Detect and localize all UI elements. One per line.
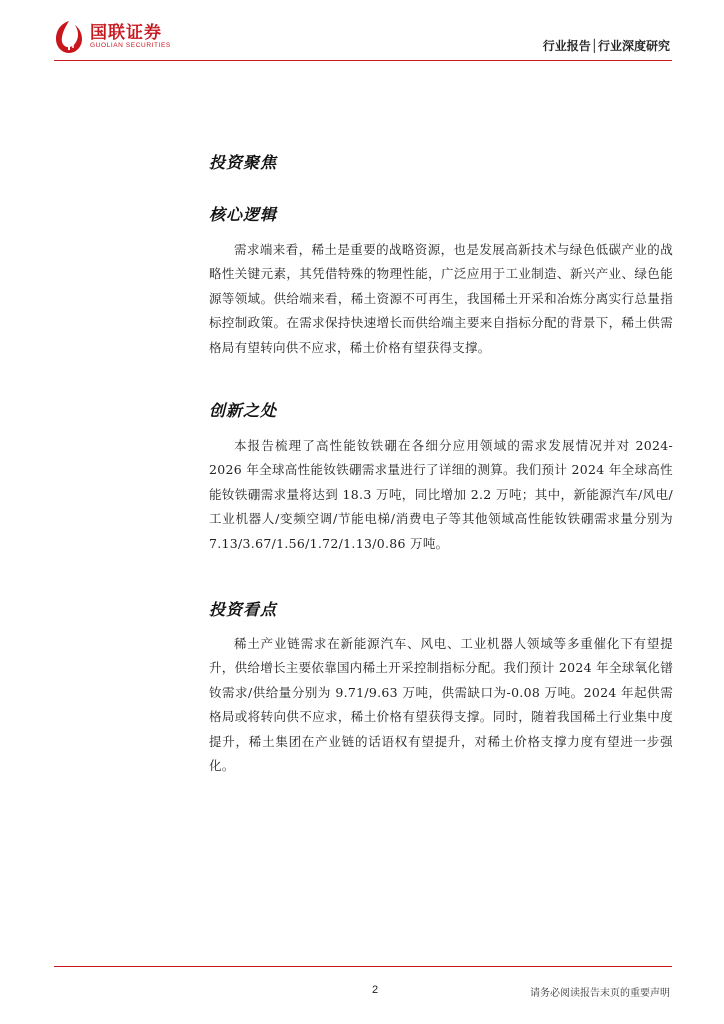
innovation-paragraph: 本报告梳理了高性能钕铁硼在各细分应用领域的需求发展情况并对 2024-2026 年全球高性能钕铁硼需求量进行了详细的测算。我们预计 2024 年全球高性能钕铁硼需求量将达到 18.3 万吨，同比增加 2.2 万吨；其中，新能源汽车/风电/工业机器人/变频空调/节能电梯/消费电子等其他领域高性能钕铁硼需求量分别为 7.13/3.67/1.56/1.72/1.13/0.86 万吨。: [209, 438, 673, 551]
section-title-core-logic: 核心逻辑: [209, 205, 278, 224]
footer-disclaimer: 请务必阅读报告末页的重要声明: [530, 988, 670, 999]
logo-chinese-name: 国联证券: [90, 23, 162, 43]
section-title-highlights: 投资看点: [209, 600, 278, 619]
core-logic-paragraph: 需求端来看，稀土是重要的战略资源，也是发展高新技术与绿色低碳产业的战略性关键元素，其凭借特殊的物理性能，广泛应用于工业制造、新兴产业、绿色能源等领域。供给端来看，稀土资源不可再生，我国稀土开采和冶炼分离实行总量指标控制政策。在需求保持快速增长而供给端主要来自指标分配的背景下，稀土供需格局有望转向供不应求，稀土价格有望获得支撑。: [209, 242, 673, 355]
logo-english-name: GUOLIAN SECURITIES: [90, 42, 171, 49]
footer-divider: [54, 966, 672, 967]
section-title-investment-focus: 投资聚焦: [209, 153, 278, 172]
report-type-label: 行业报告│行业深度研究: [542, 39, 670, 53]
section-title-innovation: 创新之处: [209, 401, 278, 420]
company-logo: [54, 20, 171, 54]
highlights-paragraph: 稀土产业链需求在新能源汽车、风电、工业机器人领域等多重催化下有望提升，供给增长主要依靠国内稀土开采控制指标分配。我们预计 2024 年全球氧化镨钕需求/供给量分别为 9.71/9.63 万吨，供需缺口为-0.08 万吨。2024 年起供需格局或将转向供不应求，稀土价格有望获得支撑。同时，随着我国稀土行业集中度提升，稀土集团在产业链的话语权有望提升，对稀土价格支撑力度有望进一步强化。: [209, 636, 673, 774]
header-divider: [54, 60, 672, 61]
page-header: [0, 0, 724, 62]
guolian-logo-icon: [54, 20, 84, 54]
page-number: 2: [372, 984, 379, 996]
